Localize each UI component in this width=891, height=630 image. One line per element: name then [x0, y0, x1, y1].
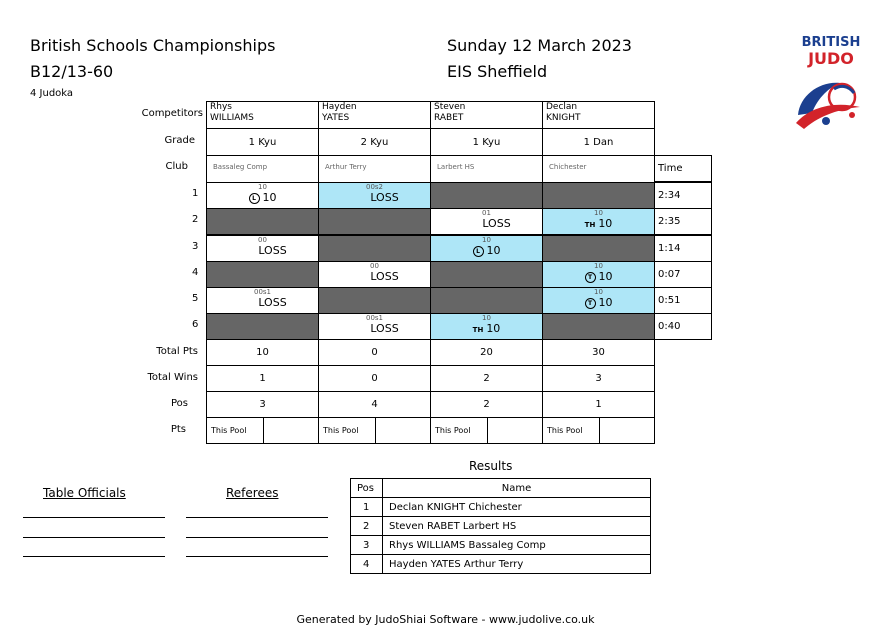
competitor-name-cell [206, 101, 319, 129]
match-score: 10 [258, 183, 267, 191]
pts-cell [206, 417, 319, 444]
match-time-cell: 0:51 [654, 287, 712, 314]
match-result-cell [318, 235, 431, 262]
match-result [543, 270, 654, 284]
match-score: 10 [594, 209, 603, 217]
grade-cell: 1 Dan [542, 128, 655, 156]
match-result-cell [318, 182, 431, 209]
results-name-cell: Declan KNIGHT Chichester [382, 497, 651, 517]
pos-cell: 1 [542, 391, 655, 418]
match-result-cell [542, 208, 655, 235]
signature-line [23, 537, 165, 538]
competitor-first-name: Rhys [210, 102, 232, 112]
competitor-first-name: Declan [546, 102, 578, 112]
pts-this-pool-label: This Pool [211, 426, 247, 435]
referees-label: Referees [226, 486, 279, 500]
match-time-cell: 0:07 [654, 261, 712, 288]
match-result [319, 322, 430, 336]
match-score: 01 [482, 209, 491, 217]
match-result [543, 217, 654, 232]
pts-cell [542, 417, 655, 444]
match-number: 3 [192, 241, 199, 252]
grade-cell: 2 Kyu [318, 128, 431, 156]
match-result-cell [206, 287, 319, 314]
match-result [319, 270, 430, 284]
label-club: Club [165, 161, 188, 172]
total-pts-cell: 10 [206, 339, 319, 366]
competitor-last-name: KNIGHT [546, 113, 581, 123]
pos-cell: 4 [318, 391, 431, 418]
competitor-first-name: Hayden [322, 102, 357, 112]
footer-credit: Generated by JudoShiai Software - www.judolive.co.uk [296, 613, 595, 626]
event-date: Sunday 12 March 2023 [447, 36, 632, 55]
pts-this-pool-label: This Pool [547, 426, 583, 435]
match-result-cell [542, 287, 655, 314]
total-wins-cell: 0 [318, 365, 431, 392]
time-header: Time [654, 155, 712, 182]
competitor-name-cell [318, 101, 431, 129]
competitor-last-name: RABET [434, 113, 464, 123]
match-result-text: 10 [598, 270, 613, 283]
signature-line [186, 556, 328, 557]
match-score: 10 [482, 236, 491, 244]
match-result-cell [206, 208, 319, 235]
timer-icon: T [585, 272, 596, 283]
logo-line2: JUDO [808, 49, 854, 68]
match-result-cell [542, 182, 655, 209]
results-pos-cell: 1 [350, 497, 383, 517]
match-score: 00s1 [365, 314, 383, 322]
pos-cell: 2 [430, 391, 543, 418]
pts-cell [430, 417, 543, 444]
match-result-text: 10 [262, 191, 277, 204]
label-total-pts: Total Pts [156, 346, 198, 357]
match-result-text: 10 [486, 244, 501, 257]
total-wins-cell: 2 [430, 365, 543, 392]
label-pts: Pts [170, 424, 186, 435]
match-score: 00s1 [253, 288, 271, 296]
timer-icon: T [585, 298, 596, 309]
club-cell: Arthur Terry [318, 155, 431, 183]
results-name-cell: Hayden YATES Arthur Terry [382, 554, 651, 574]
results-name-cell: Rhys WILLIAMS Bassaleg Comp [382, 535, 651, 555]
logo-line1: BRITISH [801, 35, 861, 50]
event-venue: EIS Sheffield [447, 62, 548, 81]
match-result-text: LOSS [258, 296, 287, 309]
competitor-first-name: Steven [434, 102, 466, 112]
match-result [431, 217, 542, 231]
match-result-cell [542, 313, 655, 340]
pts-cell [318, 417, 431, 444]
pts-this-pool-label: This Pool [323, 426, 359, 435]
match-result-text: 10 [598, 217, 613, 230]
pts-divider [263, 418, 264, 443]
match-number: 4 [192, 267, 199, 278]
match-time-cell: 1:14 [654, 235, 712, 262]
match-score: 10 [482, 314, 491, 322]
total-pts-cell: 20 [430, 339, 543, 366]
label-competitors: Competitors [141, 108, 203, 119]
results-pos-cell: 2 [350, 516, 383, 536]
match-score: 10 [594, 262, 603, 270]
match-result-text: LOSS [258, 244, 287, 257]
match-number: 2 [192, 214, 199, 225]
competitor-name-cell [430, 101, 543, 129]
label-grade: Grade [164, 135, 195, 146]
label-total-wins: Total Wins [147, 372, 198, 383]
match-result-text: LOSS [370, 191, 399, 204]
signature-line [186, 517, 328, 518]
results-pos-cell: 4 [350, 554, 383, 574]
match-number: 6 [192, 319, 199, 330]
results-name-cell: Steven RABET Larbert HS [382, 516, 651, 536]
match-score: 10 [594, 288, 603, 296]
match-result-cell [206, 235, 319, 262]
event-title: British Schools Championships [30, 36, 276, 55]
total-pts-cell: 30 [542, 339, 655, 366]
competitor-last-name: YATES [322, 113, 350, 123]
match-result [207, 296, 318, 310]
match-result-cell [430, 235, 543, 262]
match-result-text: LOSS [370, 322, 399, 335]
match-time-cell: 2:35 [654, 208, 712, 235]
label-pos: Pos [170, 398, 188, 409]
signature-line [23, 556, 165, 557]
match-time-cell: 0:40 [654, 313, 712, 340]
match-result-text: LOSS [482, 217, 511, 230]
category-label: B12/13-60 [30, 62, 114, 81]
match-score: 00s2 [365, 183, 383, 191]
match-result-cell [318, 208, 431, 235]
match-result [207, 191, 318, 205]
signature-line [23, 517, 165, 518]
british-judo-logo [790, 36, 872, 146]
table-officials-label: Table Officials [43, 486, 126, 500]
match-result-cell [542, 261, 655, 288]
judoka-count: 4 Judoka [30, 88, 74, 99]
match-result [431, 244, 542, 258]
club-cell: Larbert HS [430, 155, 543, 183]
match-result-cell [318, 313, 431, 340]
match-result-text: 10 [598, 296, 613, 309]
total-pts-cell: 0 [318, 339, 431, 366]
pts-divider [375, 418, 376, 443]
total-wins-cell: 1 [206, 365, 319, 392]
results-pos-cell: 3 [350, 535, 383, 555]
technique-icon: TH [584, 221, 596, 229]
match-result-cell [430, 182, 543, 209]
match-number: 5 [192, 293, 199, 304]
technique-icon: TH [472, 326, 484, 334]
pos-cell: 3 [206, 391, 319, 418]
match-result-cell [206, 313, 319, 340]
match-time-cell: 2:34 [654, 182, 712, 209]
match-result-cell [318, 261, 431, 288]
match-result-cell [430, 287, 543, 314]
match-result [207, 244, 318, 258]
match-result-cell [542, 235, 655, 262]
match-result [431, 322, 542, 337]
total-wins-cell: 3 [542, 365, 655, 392]
match-result-cell [206, 182, 319, 209]
match-result-cell [318, 287, 431, 314]
match-result-cell [206, 261, 319, 288]
match-result [543, 296, 654, 310]
club-cell: Chichester [542, 155, 655, 183]
results-title: Results [469, 459, 513, 473]
signature-line [186, 537, 328, 538]
match-result-cell [430, 313, 543, 340]
match-result [319, 191, 430, 205]
pts-this-pool-label: This Pool [435, 426, 471, 435]
clock-icon: L [249, 193, 260, 204]
clock-icon: L [473, 246, 484, 257]
grade-cell: 1 Kyu [430, 128, 543, 156]
results-col-name: Name [382, 478, 651, 498]
judoka-emblem-icon [790, 67, 872, 137]
match-score: 00 [258, 236, 267, 244]
match-result-text: LOSS [370, 270, 399, 283]
competitor-name-cell [542, 101, 655, 129]
grade-cell: 1 Kyu [206, 128, 319, 156]
match-number: 1 [192, 188, 199, 199]
results-col-pos: Pos [350, 478, 383, 498]
match-result-cell [430, 261, 543, 288]
match-score: 00 [370, 262, 379, 270]
match-result-text: 10 [486, 322, 501, 335]
club-cell: Bassaleg Comp [206, 155, 319, 183]
match-result-cell [430, 208, 543, 235]
competitor-last-name: WILLIAMS [210, 113, 254, 123]
pts-divider [599, 418, 600, 443]
pts-divider [487, 418, 488, 443]
